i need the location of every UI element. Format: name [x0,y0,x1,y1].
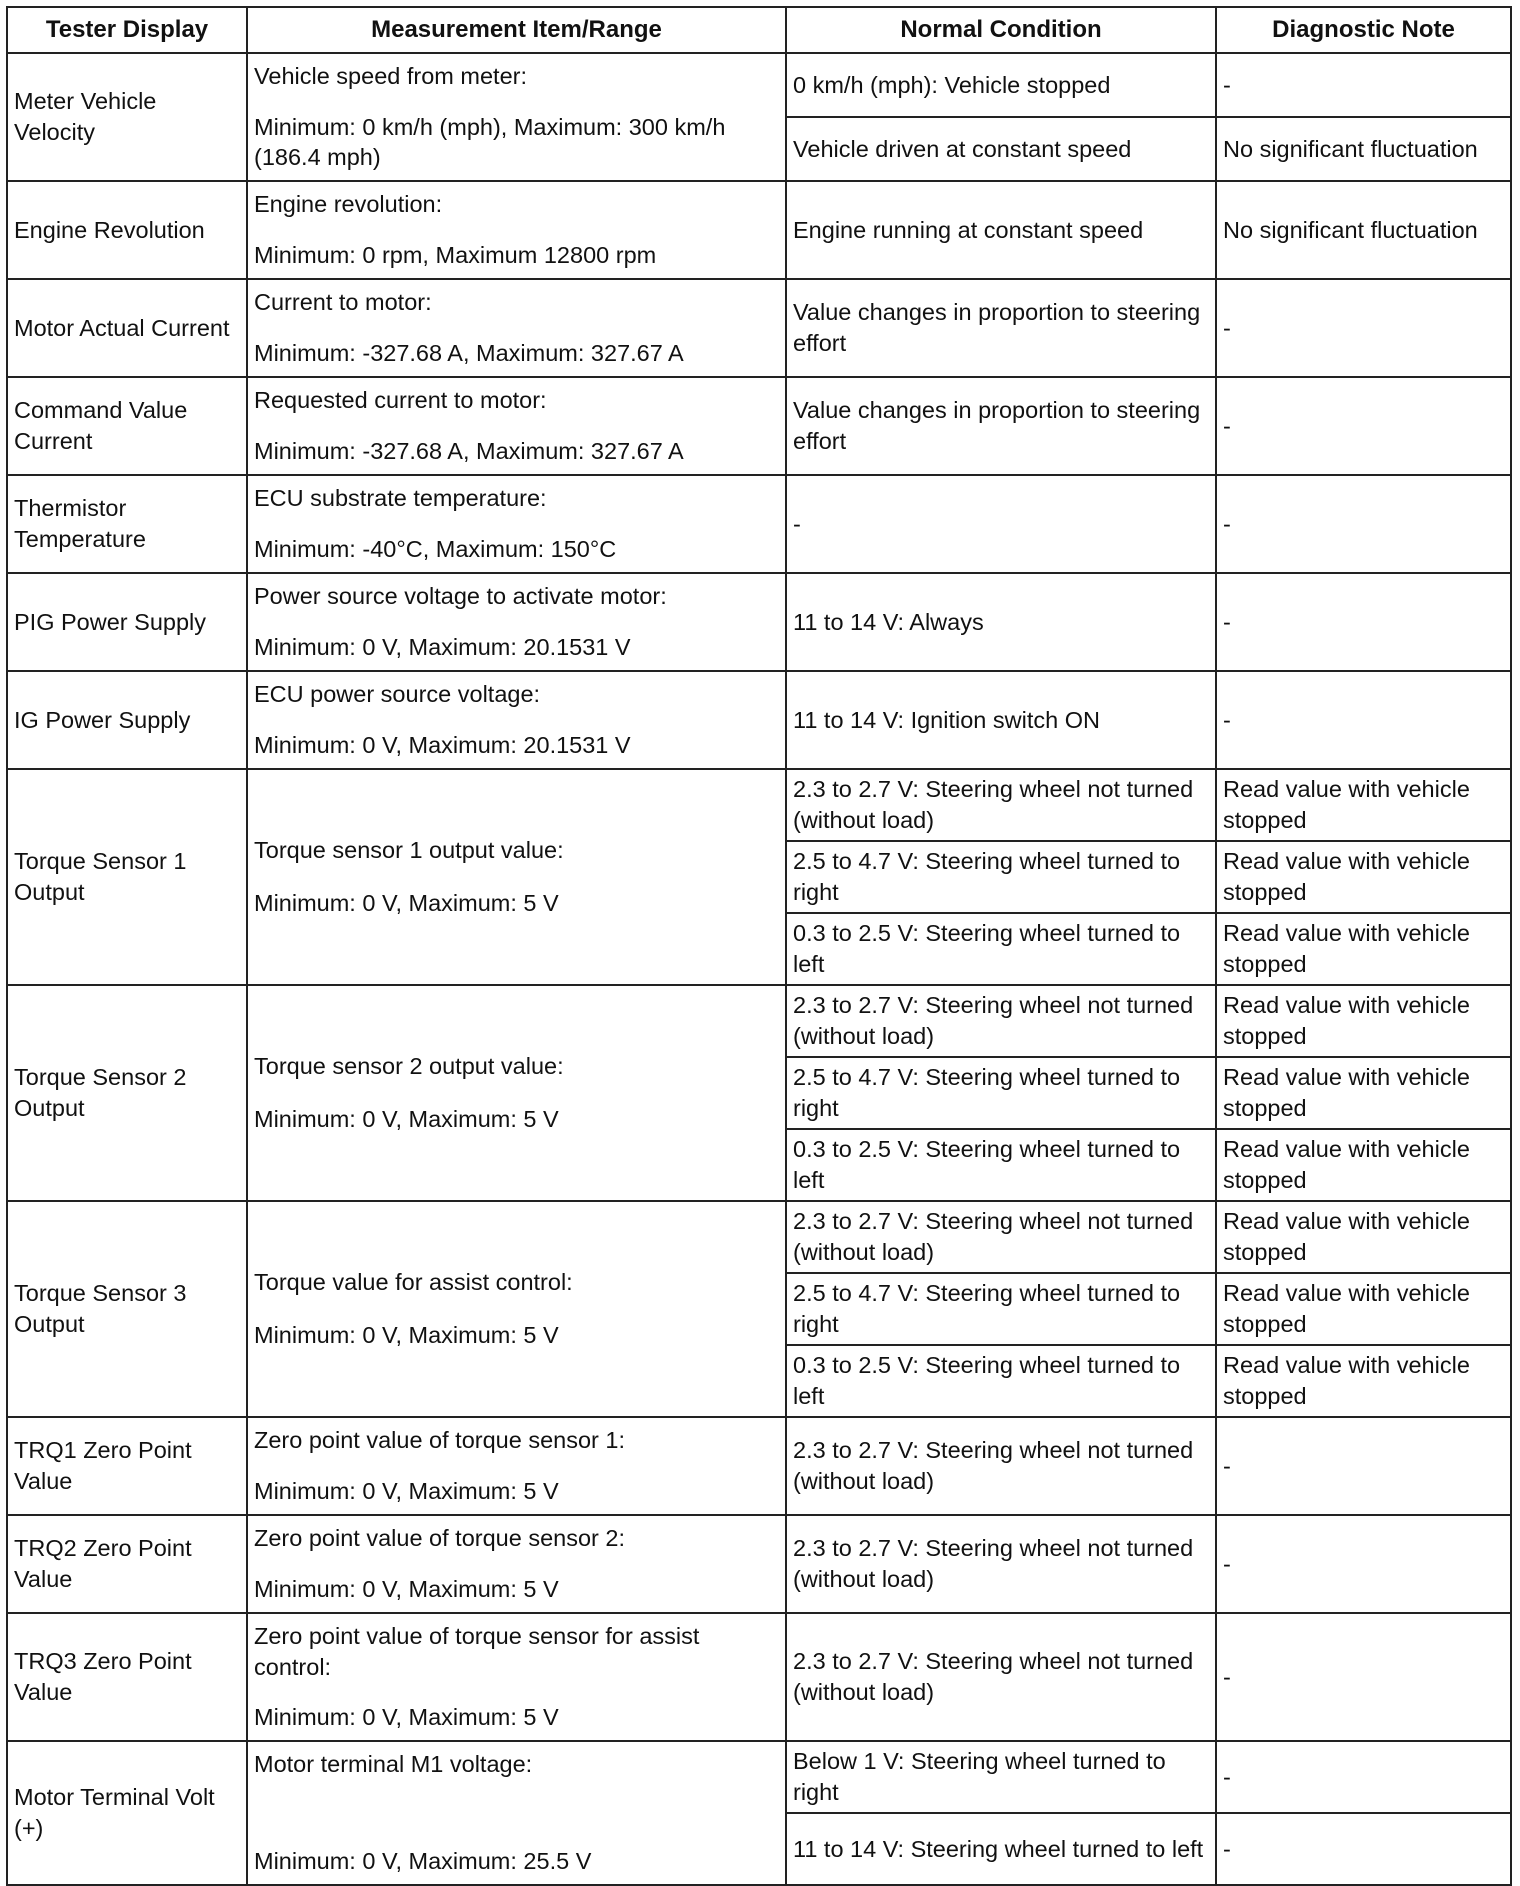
measurement-range: Minimum: 0 V, Maximum: 5 V [254,1576,559,1603]
diagnostic-note-cell: - [1216,475,1511,573]
tester-display-cell: PIG Power Supply [7,573,247,671]
normal-condition-cell: 0.3 to 2.5 V: Steering wheel turned to left [786,1345,1216,1417]
measurement-range: Minimum: -327.68 A, Maximum: 327.67 A [254,438,684,465]
measurement-cell [247,377,786,475]
measurement-item: Vehicle speed from meter: [254,63,527,89]
tester-display-cell: Torque Sensor 1 Output [7,769,247,985]
measurement-cell [247,1201,786,1417]
tester-display-cell: Command Value Current [7,377,247,475]
normal-condition-cell: 0.3 to 2.5 V: Steering wheel turned to left [786,1129,1216,1201]
table-row [7,1613,1511,1741]
measurement-item: ECU power source voltage: [254,681,541,707]
measurement-item: Zero point value of torque sensor 1: [254,1427,625,1453]
diagnostic-note-cell: Read value with vehicle stopped [1216,1345,1511,1417]
normal-condition-cell: 2.3 to 2.7 V: Steering wheel not turned (without load) [786,1515,1216,1613]
diagnostic-note-cell: Read value with vehicle stopped [1216,1129,1511,1201]
diagnostic-note-cell: Read value with vehicle stopped [1216,769,1511,841]
table-row [7,1417,1511,1515]
measurement-range: Minimum: 0 V, Maximum: 25.5 V [254,1848,592,1875]
normal-condition-cell: 11 to 14 V: Ignition switch ON [786,671,1216,769]
diagnostic-note-cell: - [1216,1515,1511,1613]
measurement-cell [247,53,786,181]
normal-condition-cell: Value changes in proportion to steering effort [786,279,1216,377]
measurement-range: Minimum: 0 V, Maximum: 5 V [254,1322,559,1348]
normal-condition-cell: 2.3 to 2.7 V: Steering wheel not turned (without load) [786,1417,1216,1515]
table-row [7,181,1511,279]
normal-condition-cell: 0 km/h (mph): Vehicle stopped [786,53,1216,117]
tester-display-cell: Motor Terminal Volt (+) [7,1741,247,1885]
normal-condition-cell: 0.3 to 2.5 V: Steering wheel turned to left [786,913,1216,985]
normal-condition-cell: Below 1 V: Steering wheel turned to right [786,1741,1216,1813]
normal-condition-cell: 2.3 to 2.7 V: Steering wheel not turned (without load) [786,1201,1216,1273]
table-row [7,671,1511,769]
tester-display-cell: Torque Sensor 3 Output [7,1201,247,1417]
diagnostic-note-cell: - [1216,53,1511,117]
header-row [7,7,1511,53]
table-row [7,475,1511,573]
normal-condition-cell: Engine running at constant speed [786,181,1216,279]
tester-display-cell: Engine Revolution [7,181,247,279]
tester-display-cell: TRQ1 Zero Point Value [7,1417,247,1515]
diagnostic-note-cell: No significant fluctuation [1216,117,1511,181]
measurement-cell [247,769,786,985]
normal-condition-cell: - [786,475,1216,573]
table-row [7,573,1511,671]
measurement-range: Minimum: 0 V, Maximum: 20.1531 V [254,634,631,661]
header-normal-condition: Normal Condition [786,7,1216,53]
normal-condition-cell: 2.5 to 4.7 V: Steering wheel turned to right [786,1273,1216,1345]
measurement-cell [247,181,786,279]
measurement-item: Torque value for assist control: [254,1269,573,1296]
header-measurement-item: Measurement Item/Range [247,7,786,53]
diagnostic-note-cell: - [1216,671,1511,769]
normal-condition-cell: 2.3 to 2.7 V: Steering wheel not turned (without load) [786,1613,1216,1741]
measurement-item: Current to motor: [254,289,432,315]
table-row [7,53,1511,117]
measurement-range: Minimum: 0 V, Maximum: 5 V [254,1704,559,1731]
measurement-range: Minimum: 0 km/h (mph), Maximum: 300 km/h (186.4 mph) [254,113,726,171]
measurement-item: ECU substrate temperature: [254,485,547,511]
table-row [7,377,1511,475]
header-diagnostic-note: Diagnostic Note [1216,7,1511,53]
measurement-cell [247,475,786,573]
measurement-item: Zero point value of torque sensor for assist control: [254,1623,700,1680]
tester-display-cell: IG Power Supply [7,671,247,769]
diagnostic-note-cell: Read value with vehicle stopped [1216,841,1511,913]
diagnostic-note-cell: - [1216,1613,1511,1741]
diagnostic-note-cell: - [1216,1417,1511,1515]
measurement-cell [247,1515,786,1613]
measurement-item: Zero point value of torque sensor 2: [254,1525,625,1551]
measurement-item: Engine revolution: [254,191,443,217]
measurement-range: Minimum: -40°C, Maximum: 150°C [254,536,617,563]
measurement-item: Requested current to motor: [254,387,547,413]
table-row [7,1201,1511,1273]
diagnostic-note-cell: Read value with vehicle stopped [1216,913,1511,985]
diagnostic-note-cell: - [1216,377,1511,475]
normal-condition-cell: 2.3 to 2.7 V: Steering wheel not turned (without load) [786,985,1216,1057]
measurement-range: Minimum: 0 V, Maximum: 5 V [254,1478,559,1505]
table-body [7,53,1511,1885]
measurement-cell [247,1613,786,1741]
diagnostic-note-cell: - [1216,1813,1511,1885]
table-row [7,1515,1511,1613]
diagnostic-note-cell: Read value with vehicle stopped [1216,1273,1511,1345]
diagnostic-note-cell: Read value with vehicle stopped [1216,1201,1511,1273]
tester-display-cell: Thermistor Temperature [7,475,247,573]
diagnostic-note-cell: - [1216,573,1511,671]
header-tester-display: Tester Display [7,7,247,53]
measurement-range: Minimum: 0 V, Maximum: 5 V [254,890,559,916]
tester-display-cell: Torque Sensor 2 Output [7,985,247,1201]
table-row [7,279,1511,377]
measurement-cell [247,1417,786,1515]
normal-condition-cell: Value changes in proportion to steering effort [786,377,1216,475]
normal-condition-cell: 11 to 14 V: Steering wheel turned to left [786,1813,1216,1885]
measurement-item: Torque sensor 1 output value: [254,837,564,864]
measurement-range: Minimum: 0 rpm, Maximum 12800 rpm [254,242,657,269]
data-list-table [6,6,1512,1886]
diagnostic-note-cell: - [1216,1741,1511,1813]
diagnostic-note-cell: No significant fluctuation [1216,181,1511,279]
measurement-range: Minimum: 0 V, Maximum: 20.1531 V [254,732,631,759]
table-row [7,769,1511,841]
tester-display-cell: Motor Actual Current [7,279,247,377]
measurement-range: Minimum: -327.68 A, Maximum: 327.67 A [254,340,684,367]
diagnostic-note-cell: Read value with vehicle stopped [1216,1057,1511,1129]
measurement-item: Power source voltage to activate motor: [254,583,667,609]
measurement-range: Minimum: 0 V, Maximum: 5 V [254,1106,559,1132]
normal-condition-cell: 11 to 14 V: Always [786,573,1216,671]
diagnostic-note-cell: - [1216,279,1511,377]
measurement-cell [247,1741,786,1885]
table-row [7,985,1511,1057]
measurement-cell [247,573,786,671]
measurement-item: Torque sensor 2 output value: [254,1053,564,1080]
tester-display-cell: TRQ3 Zero Point Value [7,1613,247,1741]
normal-condition-cell: 2.3 to 2.7 V: Steering wheel not turned (without load) [786,769,1216,841]
normal-condition-cell: Vehicle driven at constant speed [786,117,1216,181]
normal-condition-cell: 2.5 to 4.7 V: Steering wheel turned to right [786,841,1216,913]
diagnostic-note-cell: Read value with vehicle stopped [1216,985,1511,1057]
table-row [7,1741,1511,1813]
tester-display-cell: Meter Vehicle Velocity [7,53,247,181]
measurement-item: Motor terminal M1 voltage: [254,1751,533,1777]
tester-display-cell: TRQ2 Zero Point Value [7,1515,247,1613]
measurement-cell [247,279,786,377]
normal-condition-cell: 2.5 to 4.7 V: Steering wheel turned to right [786,1057,1216,1129]
measurement-cell [247,671,786,769]
measurement-cell [247,985,786,1201]
